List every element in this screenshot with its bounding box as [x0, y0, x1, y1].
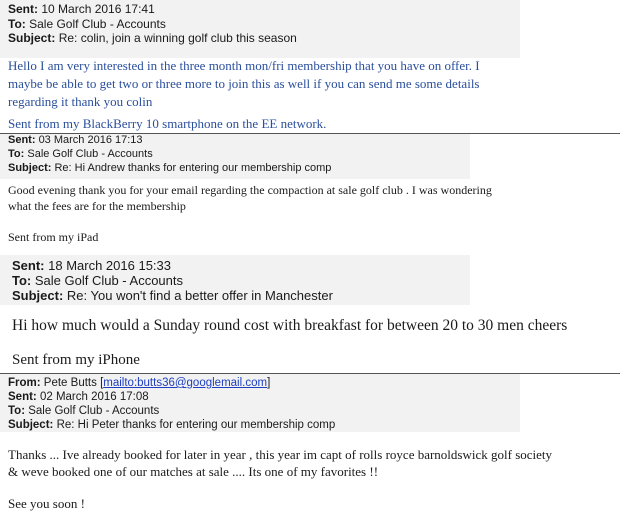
email-4-closing: See you soon !	[8, 496, 85, 511]
email-2-signature: Sent from my iPad	[8, 230, 99, 244]
bracket-close: ]	[267, 377, 271, 389]
to-label: To:	[8, 148, 25, 160]
sent-value: 03 March 2016 17:13	[38, 134, 143, 146]
email-2-sent-line	[8, 134, 143, 146]
email-2-subject-line	[8, 162, 331, 174]
subject-label: Subject:	[8, 31, 56, 45]
email-2-body-line-2: what the fees are for the membership	[8, 199, 186, 213]
sent-label: Sent:	[8, 391, 37, 403]
email-1-signature: Sent from my BlackBerry 10 smartphone on the EE network.	[8, 116, 327, 131]
email-3-body: Hi how much would a Sunday round cost with breakfast for between 20 to 30 men cheers	[12, 317, 568, 334]
sent-value: 18 March 2016 15:33	[48, 258, 171, 273]
email-3-to-line	[12, 273, 183, 288]
sent-label: Sent:	[8, 2, 38, 16]
subject-value: Re: colin, join a winning golf club this season	[58, 31, 297, 45]
email-1-body-line-2: maybe be able to get two or three more to join this as well if you can send me some details	[8, 76, 480, 91]
email-4-from-line	[8, 377, 270, 389]
sent-value: 02 March 2016 17:08	[39, 391, 149, 403]
to-label: To:	[8, 17, 26, 31]
email-1-subject-line	[8, 31, 297, 45]
sent-label: Sent:	[12, 258, 45, 273]
email-2-to-line	[8, 148, 153, 160]
subject-label: Subject:	[8, 419, 54, 431]
bracket-open: [	[100, 377, 104, 389]
email-1-to-line	[8, 17, 166, 31]
email-1-body-line-1: Hello I am very interested in the three month mon/fri membership that you have on offer. I	[8, 58, 480, 73]
email-4-to-line	[8, 405, 159, 417]
to-value: Sale Golf Club - Accounts	[27, 148, 153, 160]
to-label: To:	[12, 273, 32, 288]
email-4-subject-line	[8, 419, 335, 431]
subject-value: Re: You won't find a better offer in Manchester	[66, 288, 333, 303]
from-email-link[interactable]: mailto:butts36@googlemail.com	[103, 377, 268, 389]
to-label: To:	[8, 405, 26, 417]
subject-label: Subject:	[12, 288, 64, 303]
email-3-subject-line	[12, 288, 333, 303]
email-4-body-line-2: & weve booked one of our matches at sale .... Its one of my favorites !!	[8, 464, 379, 479]
sent-value: 10 March 2016 17:41	[41, 2, 155, 16]
from-label: From:	[8, 377, 41, 389]
email-4-body-line-1: Thanks ... Ive already booked for later in year , this year im capt of rolls royce barnoldswick golf society	[8, 447, 553, 462]
subject-value: Re: Hi Andrew thanks for entering our membership comp	[54, 162, 332, 174]
email-1-sent-line	[8, 2, 155, 16]
to-value: Sale Golf Club - Accounts	[29, 17, 166, 31]
to-value: Sale Golf Club - Accounts	[34, 273, 184, 288]
email-4-sent-line	[8, 391, 149, 403]
email-3-sent-line	[12, 258, 171, 273]
email-2-body-line-1: Good evening thank you for your email regarding the compaction at sale golf club . I was wondering	[8, 183, 492, 197]
subject-value: Re: Hi Peter thanks for entering our membership comp	[56, 419, 336, 431]
sent-label: Sent:	[8, 134, 36, 146]
email-3-signature: Sent from my iPhone	[12, 352, 140, 368]
subject-label: Subject:	[8, 162, 52, 174]
email-1-body-line-3: regarding it thank you colin	[8, 94, 153, 109]
to-value: Sale Golf Club - Accounts	[28, 405, 160, 417]
from-name: Pete Butts	[43, 377, 97, 389]
